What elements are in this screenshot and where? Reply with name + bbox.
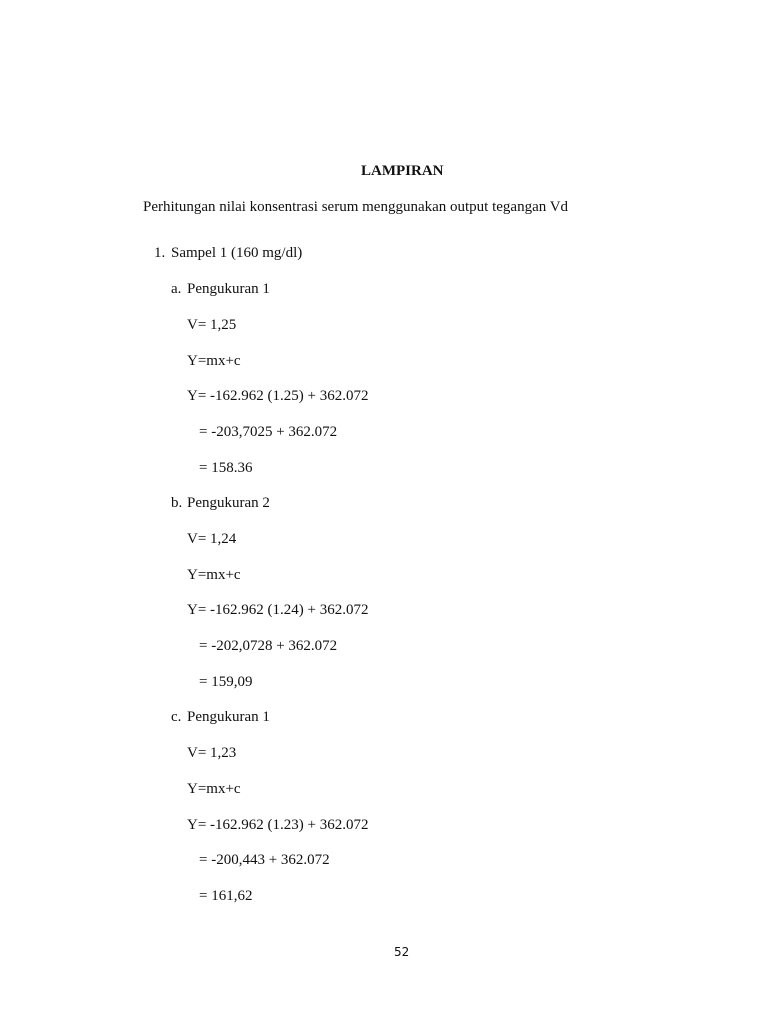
measurement-marker: b.: [171, 495, 183, 511]
measurement-marker: a.: [171, 281, 182, 297]
calculation-result: = 161,62: [199, 888, 253, 904]
page-title: LAMPIRAN: [361, 163, 444, 179]
formula-line: Y=mx+c: [187, 567, 241, 583]
sample-label: Sampel 1 (160 mg/dl): [171, 245, 303, 261]
substitution-line: Y= -162.962 (1.24) + 362.072: [187, 602, 369, 618]
formula-line: Y=mx+c: [187, 353, 241, 369]
voltage-value: V= 1,23: [187, 745, 237, 761]
calculation-step: = -202,0728 + 362.072: [199, 638, 338, 654]
calculation-result: = 159,09: [199, 674, 253, 690]
intro-text: Perhitungan nilai konsentrasi serum menggunakan output tegangan Vd: [143, 199, 569, 215]
calculation-step: = -200,443 + 362.072: [199, 852, 330, 868]
measurement-label: Pengukuran 1: [187, 281, 270, 297]
calculation-step: = -203,7025 + 362.072: [199, 424, 338, 440]
formula-line: Y=mx+c: [187, 781, 241, 797]
measurement-marker: c.: [171, 709, 182, 725]
page-number: 52: [394, 945, 410, 959]
measurement-label: Pengukuran 1: [187, 709, 270, 725]
sample-marker: 1.: [154, 245, 166, 261]
calculation-result: = 158.36: [199, 460, 253, 476]
substitution-line: Y= -162.962 (1.25) + 362.072: [187, 388, 369, 404]
voltage-value: V= 1,25: [187, 317, 237, 333]
measurement-label: Pengukuran 2: [187, 495, 270, 511]
substitution-line: Y= -162.962 (1.23) + 362.072: [187, 817, 369, 833]
voltage-value: V= 1,24: [187, 531, 237, 547]
